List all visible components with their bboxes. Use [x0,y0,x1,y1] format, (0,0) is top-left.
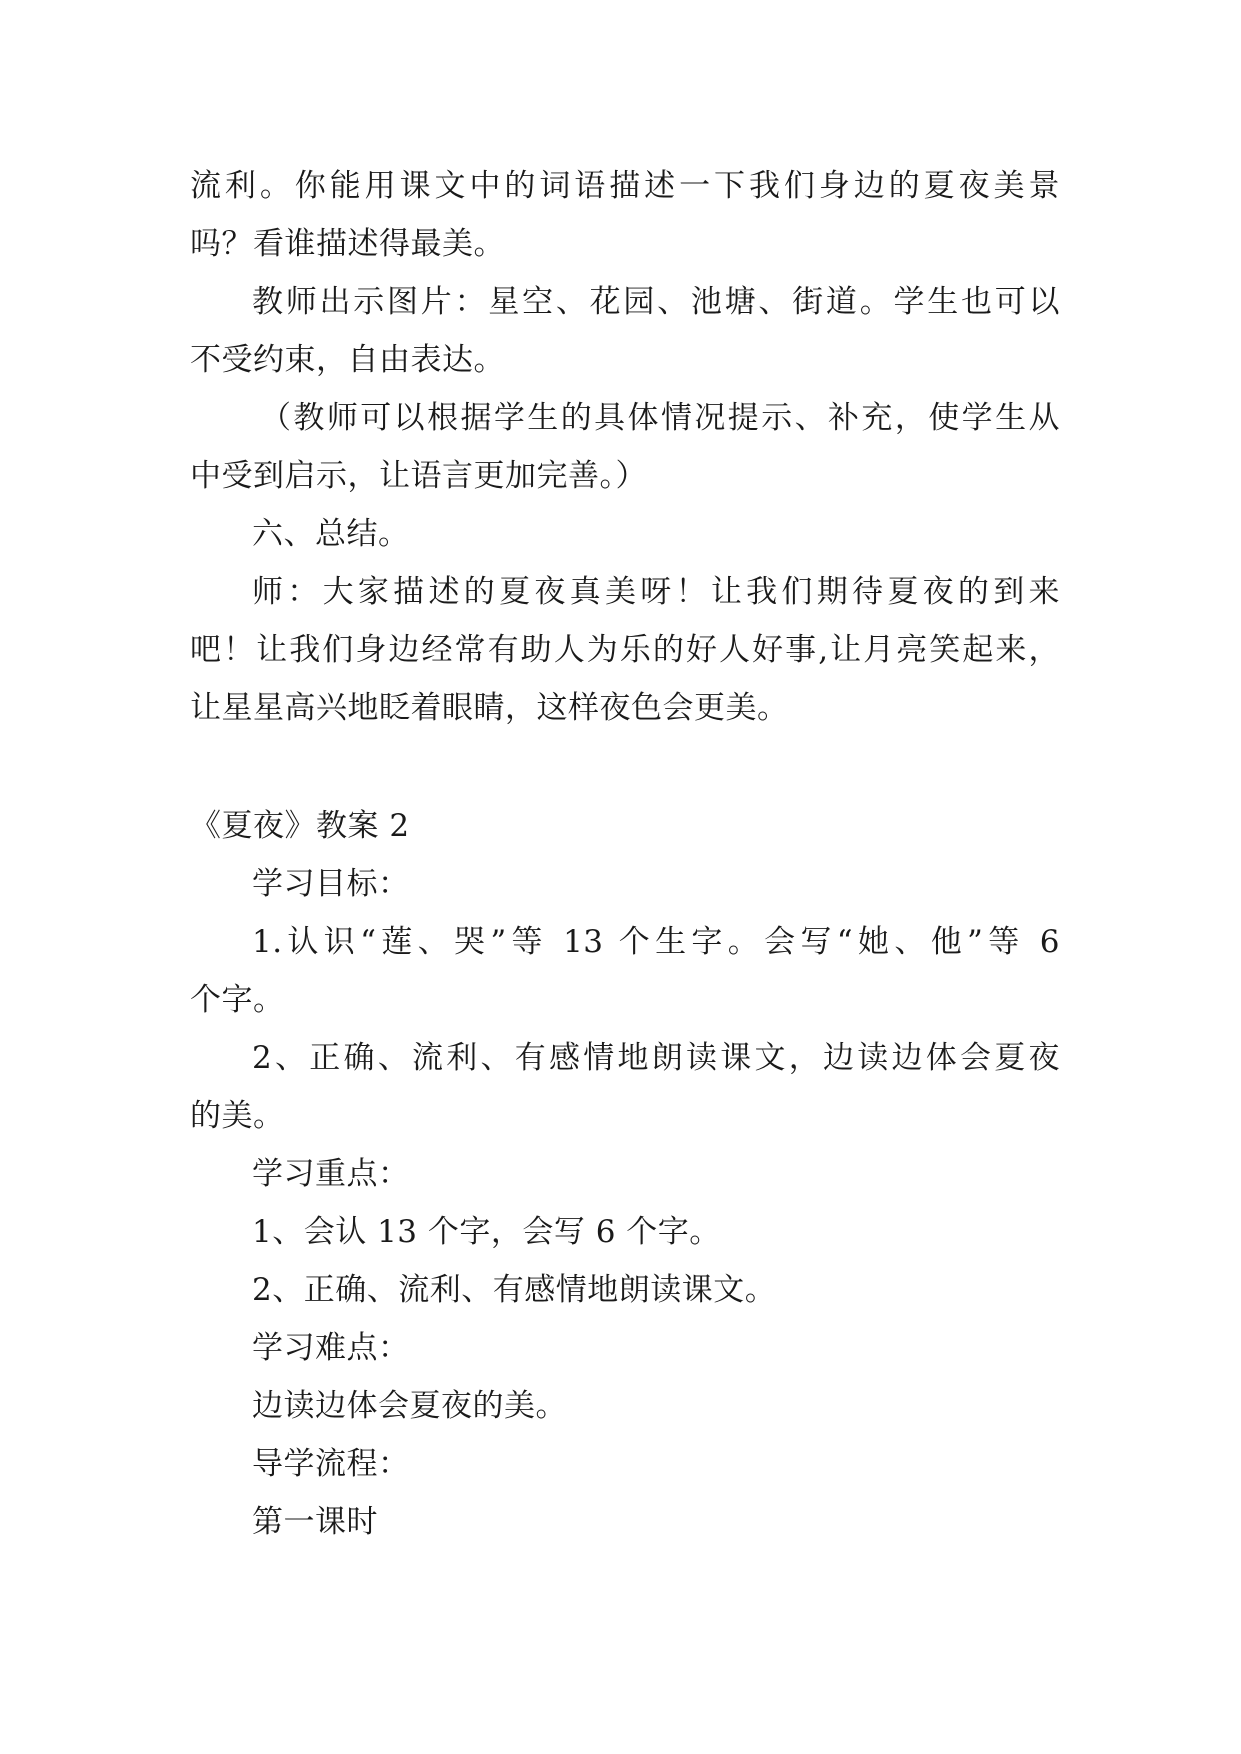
paragraph-line: 让星星高兴地眨着眼睛，这样夜色会更美。 [190,690,789,726]
section-heading: 学习难点： [252,1330,410,1366]
paragraph-line: 教师出示图片：星空、花园、池塘、街道。学生也可以 [252,284,1060,320]
paragraph-line: 边读边体会夏夜的美。 [252,1388,567,1424]
list-item: 2、正确、流利、有感情地朗读课文。 [252,1272,777,1308]
section-heading: 第一课时 [252,1504,378,1540]
paragraph-line: 1.认识“莲、哭”等 13 个生字。会写“她、他”等 6 [252,924,1060,960]
paragraph-line: 不受约束，自由表达。 [190,342,505,378]
section-heading: 导学流程： [252,1446,410,1482]
document-title: 《夏夜》教案 2 [190,808,410,844]
paragraph-line: 吧！让我们身边经常有助人为乐的好人好事,让月亮笑起来， [190,632,1060,668]
paragraph-line: 中受到启示，让语言更加完善。） [190,458,647,494]
paragraph-line: 2、正确、流利、有感情地朗读课文，边读边体会夏夜 [252,1040,1060,1076]
paragraph-line: 个字。 [190,982,285,1018]
paragraph-line: 吗？看谁描述得最美。 [190,226,505,262]
paragraph-line: （教师可以根据学生的具体情况提示、补充，使学生从 [260,400,1060,436]
list-item: 1、会认 13 个字，会写 6 个字。 [252,1214,721,1250]
section-heading: 学习重点： [252,1156,410,1192]
paragraph-line: 的美。 [190,1098,285,1134]
section-heading: 学习目标： [252,866,410,902]
section-heading: 六、总结。 [252,516,410,552]
paragraph-line: 流利。你能用课文中的词语描述一下我们身边的夏夜美景 [190,168,1060,204]
paragraph-line: 师：大家描述的夏夜真美呀！让我们期待夏夜的到来 [252,574,1060,610]
